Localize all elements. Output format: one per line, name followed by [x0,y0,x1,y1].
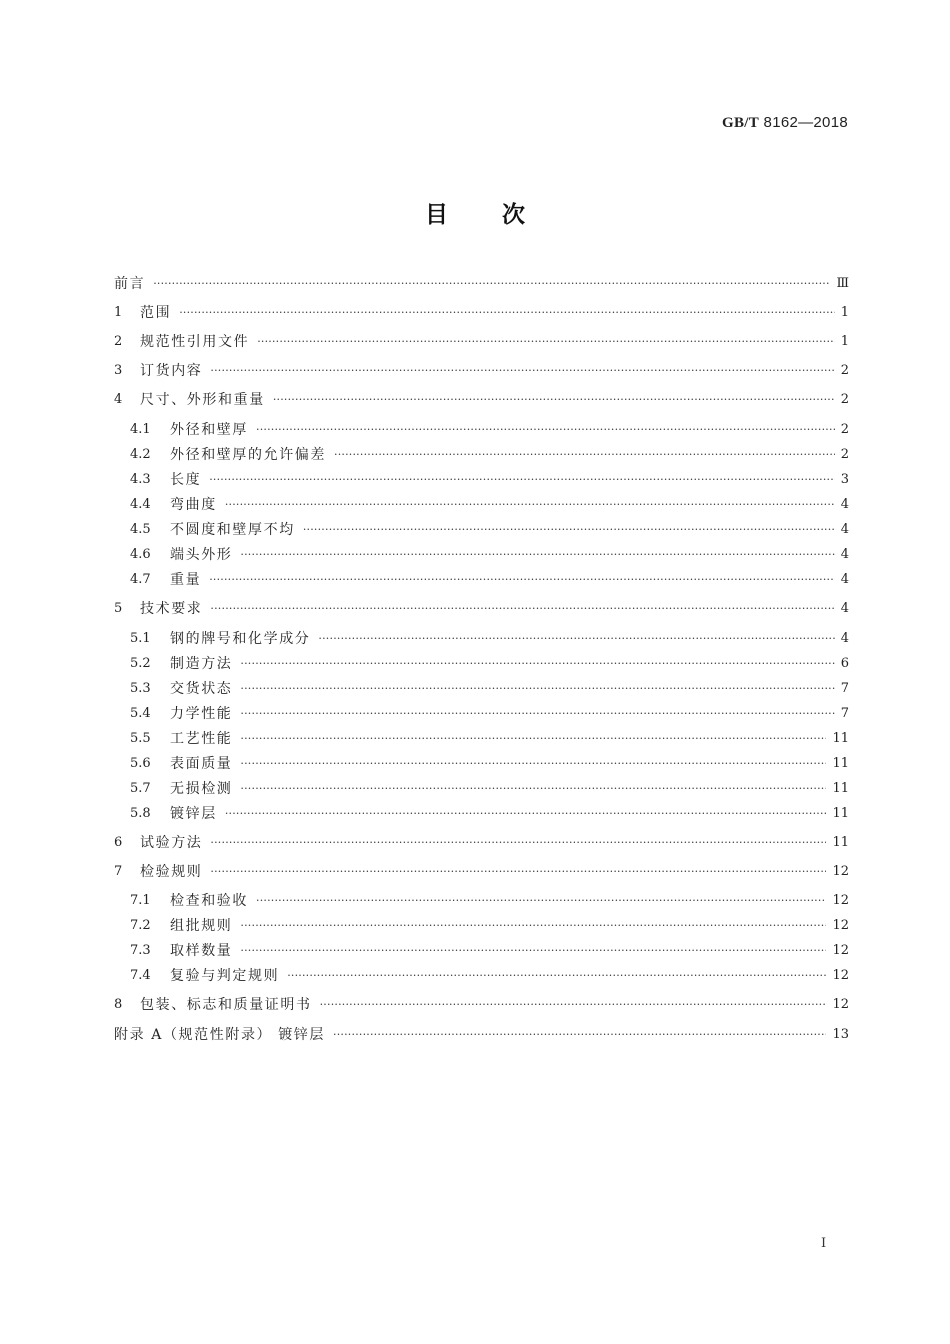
toc-entry-label: 技术要求 [140,601,203,617]
toc-entry-number: 4.6 [130,547,151,562]
toc-entry[interactable] [130,889,849,913]
toc-entry-page: 12 [832,864,849,879]
toc-entry-number: 5.7 [130,781,151,796]
toc-entry[interactable] [130,727,849,751]
toc-dot-leader [320,993,827,1017]
toc-entry[interactable] [130,652,849,676]
toc-entry-page: 12 [832,893,849,908]
toc-dot-leader [240,702,834,726]
toc-entry-number: 7.1 [130,893,151,908]
toc-entry-page: 11 [832,806,849,821]
toc-entry[interactable] [130,518,849,542]
toc-entry-number: 3 [114,363,123,378]
toc-entry-number: 4.3 [130,472,151,487]
toc-dot-leader [210,860,826,884]
toc-entry-label: 规范性引用文件 [140,334,250,350]
toc-entry-page: 11 [832,756,849,771]
toc-dot-leader [334,443,835,467]
toc-entry[interactable] [114,388,849,412]
toc-entry-label: 工艺性能 [170,731,233,747]
toc-entry[interactable] [130,418,849,442]
toc-entry-label: 镀锌层 [170,806,217,822]
toc-dot-leader [209,568,835,592]
standard-number: 8162—2018 [763,114,848,131]
toc-entry-page: 3 [840,472,849,487]
toc-dot-leader [153,272,830,296]
toc-entry[interactable] [130,568,849,592]
toc-dot-leader [240,777,826,801]
toc-entry-page: 4 [840,601,849,616]
toc-entry-label: 附录 A（规范性附录） 镀锌层 [114,1027,326,1043]
toc-entry[interactable] [114,301,849,325]
toc-entry-number: 5.6 [130,756,151,771]
toc-entry-label: 包装、标志和质量证明书 [140,997,312,1013]
toc-entry-page: 11 [832,731,849,746]
toc-entry-label: 钢的牌号和化学成分 [170,631,311,647]
toc-dot-leader [210,597,834,621]
toc-dot-leader [240,914,826,938]
toc-entry-label: 取样数量 [170,943,233,959]
toc-dot-leader [303,518,835,542]
toc-entry[interactable] [130,468,849,492]
toc-entry[interactable] [130,443,849,467]
toc-entry[interactable] [114,1023,849,1047]
toc-entry-page: 11 [832,781,849,796]
toc-entry[interactable] [130,752,849,776]
toc-entry-page: Ⅲ [836,276,849,291]
toc-entry-number: 7 [114,864,123,879]
toc-entry-label: 交货状态 [170,681,233,697]
toc-dot-leader [240,727,826,751]
toc-entry-label: 长度 [170,472,202,488]
toc-entry[interactable] [130,543,849,567]
toc-entry-number: 2 [114,334,123,349]
toc-entry-number: 5.2 [130,656,151,671]
toc-entry-page: 4 [840,547,849,562]
toc-entry[interactable] [114,330,849,354]
toc-entry-label: 表面质量 [170,756,233,772]
toc-entry[interactable] [114,597,849,621]
toc-entry-number: 7.3 [130,943,151,958]
toc-entry-label: 端头外形 [170,547,233,563]
toc-entry-page: 7 [840,706,849,721]
toc-dot-leader [256,889,826,913]
toc-dot-leader [225,802,827,826]
toc-entry-number: 5.4 [130,706,151,721]
toc-entry-page: 12 [832,968,849,983]
toc-entry-label: 复验与判定规则 [170,968,280,984]
toc-entry-page: 4 [840,572,849,587]
toc-entry-label: 订货内容 [140,363,203,379]
toc-entry-number: 5 [114,601,123,616]
toc-entry-page: 2 [840,422,849,437]
toc-dot-leader [240,939,826,963]
toc-entry-label: 不圆度和壁厚不均 [170,522,295,538]
toc-entry-page: 2 [840,363,849,378]
toc-entry-page: 12 [832,943,849,958]
toc-entry[interactable] [130,802,849,826]
toc-entry[interactable] [130,914,849,938]
toc-entry-page: 1 [840,334,849,349]
toc-entry-number: 4.1 [130,422,151,437]
toc-entry-number: 4.2 [130,447,151,462]
toc-entry-page: 11 [832,835,849,850]
toc-dot-leader [209,468,835,492]
toc-entry[interactable] [130,493,849,517]
toc-entry-label: 组批规则 [170,918,233,934]
toc-entry-number: 4.4 [130,497,151,512]
toc-entry-label: 范围 [140,305,172,321]
toc-dot-leader [240,752,826,776]
toc-entry-number: 1 [114,305,123,320]
toc-entry[interactable] [130,777,849,801]
toc-entry-number: 5.5 [130,731,151,746]
toc-entry-number: 7.2 [130,918,151,933]
toc-dot-leader [318,627,834,651]
toc-dot-leader [256,418,835,442]
toc-entry-label: 试验方法 [140,835,203,851]
toc-entry[interactable] [114,831,849,855]
toc-dot-leader [240,543,834,567]
toc-entry-page: 1 [840,305,849,320]
toc-entry-label: 尺寸、外形和重量 [140,392,265,408]
toc-dot-leader [210,831,826,855]
toc-entry-label: 前言 [114,276,146,292]
toc-dot-leader [333,1023,826,1047]
toc-entry[interactable] [114,272,849,296]
toc-entry-label: 外径和壁厚的允许偏差 [170,447,326,463]
toc-entry-page: 4 [840,631,849,646]
toc-entry-number: 5.1 [130,631,151,646]
standard-code [722,114,848,132]
toc-dot-leader [257,330,835,354]
toc-entry-page: 13 [832,1027,849,1042]
toc-entry-label: 检查和验收 [170,893,248,909]
toc-entry-page: 4 [840,522,849,537]
toc-entry-page: 2 [840,392,849,407]
toc-entry-label: 无损检测 [170,781,233,797]
toc-entry-page: 12 [832,997,849,1012]
footer-page-number: I [821,1236,827,1251]
toc-entry-number: 7.4 [130,968,151,983]
toc-dot-leader [225,493,835,517]
toc-entry-number: 5.8 [130,806,151,821]
toc-entry[interactable] [130,702,849,726]
title-char-1: 目 [425,202,448,228]
toc-dot-leader [287,964,826,988]
toc-entry-page: 2 [840,447,849,462]
toc-entry-label: 弯曲度 [170,497,217,513]
toc-entry-page: 7 [840,681,849,696]
toc-entry[interactable] [114,860,849,884]
page-title [0,196,950,229]
toc-dot-leader [210,359,834,383]
toc-dot-leader [240,677,834,701]
toc-entry-number: 8 [114,997,123,1012]
toc-entry[interactable] [130,939,849,963]
toc-entry[interactable] [130,627,849,651]
toc-entry-label: 检验规则 [140,864,203,880]
toc-entry[interactable] [114,993,849,1017]
toc-dot-leader [240,652,834,676]
toc-entry-number: 4.7 [130,572,151,587]
toc-entry-page: 4 [840,497,849,512]
toc-dot-leader [273,388,835,412]
toc-entry-label: 制造方法 [170,656,233,672]
title-char-2: 次 [502,202,525,228]
toc-entry[interactable] [114,359,849,383]
toc-entry-page: 6 [840,656,849,671]
toc-entry-number: 4.5 [130,522,151,537]
standard-prefix: GB/T [722,115,760,131]
toc-entry[interactable] [130,964,849,988]
toc-entry-number: 5.3 [130,681,151,696]
toc-entry-number: 6 [114,835,123,850]
toc-dot-leader [179,301,835,325]
toc-entry-number: 4 [114,392,123,407]
toc-entry[interactable] [130,677,849,701]
toc-entry-label: 力学性能 [170,706,233,722]
toc-entry-label: 外径和壁厚 [170,422,248,438]
toc-entry-label: 重量 [170,572,202,588]
toc-entry-page: 12 [832,918,849,933]
